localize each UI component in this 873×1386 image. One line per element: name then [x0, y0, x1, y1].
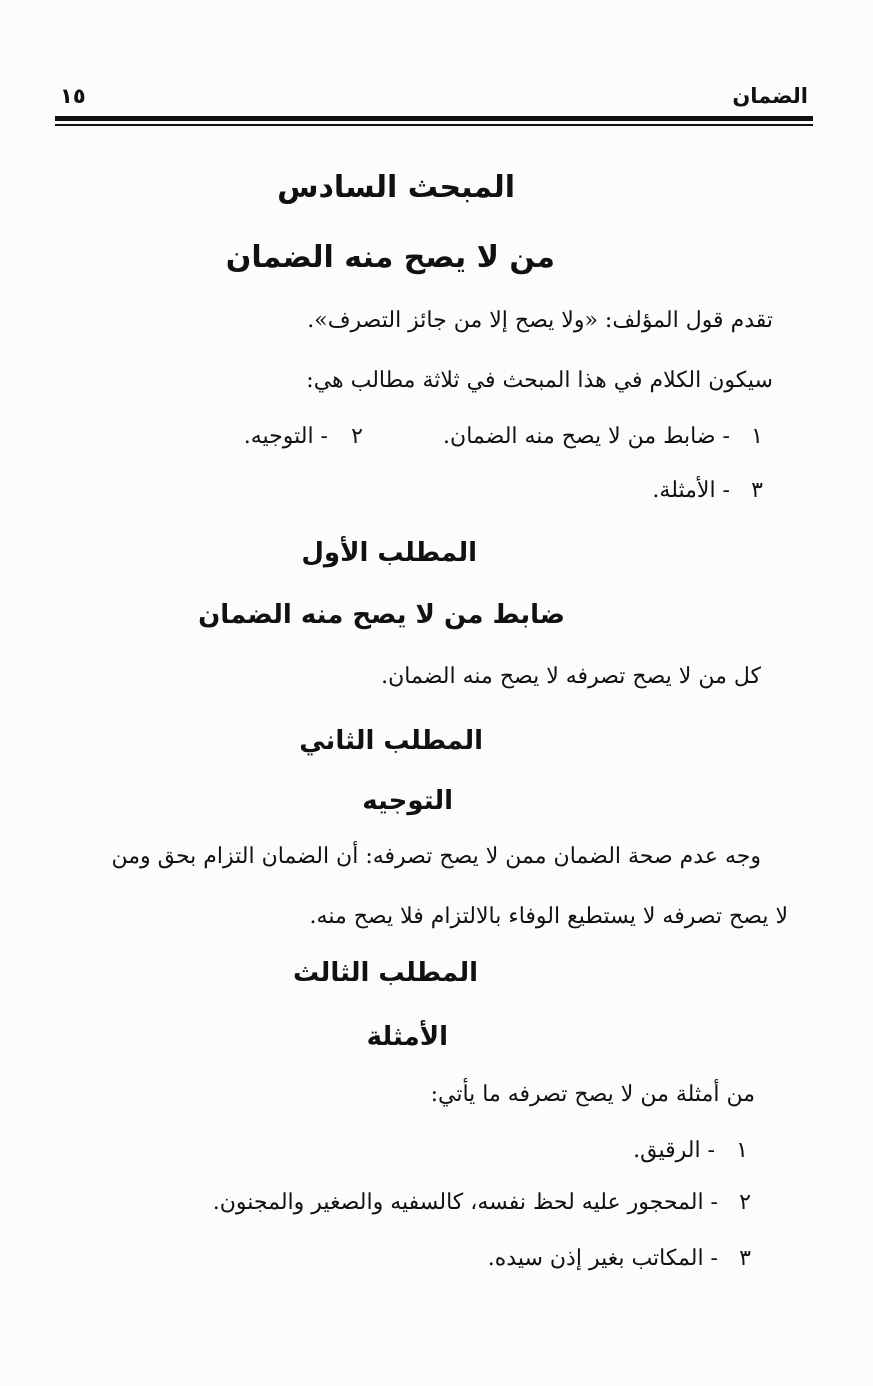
- part-1-subtitle: ضابط من لا يصح منه الضمان: [198, 600, 565, 630]
- plan-item-1-text: - ضابط من لا يصح منه الضمان.: [443, 424, 730, 449]
- page-number: ١٥: [60, 84, 86, 108]
- part-3-subtitle: الأمثلة: [366, 1022, 448, 1052]
- plan-item-2-text: - التوجيه.: [243, 424, 328, 449]
- example-2-number: ٢: [739, 1190, 751, 1215]
- intro-plan-line: سيكون الكلام في هذا المبحث في ثلاثة مطالب هي:: [306, 368, 773, 393]
- running-header-title: الضمان: [732, 84, 808, 108]
- section-title: المبحث السادس: [277, 170, 515, 205]
- header-rule-thick: [55, 116, 813, 121]
- plan-item-3-number: ٣: [751, 478, 763, 503]
- intro-quote-line: تقدم قول المؤلف: «ولا يصح إلا من جائز التصرف».: [307, 308, 773, 333]
- part-2-line-2: لا يصح تصرفه لا يستطيع الوفاء بالالتزام فلا يصح منه.: [309, 904, 788, 929]
- part-2-subtitle: التوجيه: [362, 786, 453, 816]
- plan-item-1-number: ١: [751, 424, 763, 449]
- example-1-number: ١: [736, 1138, 748, 1163]
- plan-item-2-number: ٢: [351, 424, 363, 449]
- part-1-text: كل من لا يصح تصرفه لا يصح منه الضمان.: [381, 664, 761, 689]
- part-1-title: المطلب الأول: [301, 538, 477, 568]
- example-3-number: ٣: [739, 1246, 751, 1271]
- plan-item-3-text: - الأمثلة.: [652, 478, 730, 503]
- example-2-text: - المحجور عليه لحظ نفسه، كالسفيه والصغير والمجنون.: [212, 1190, 718, 1215]
- section-subtitle: من لا يصح منه الضمان: [225, 240, 555, 275]
- part-2-title: المطلب الثاني: [299, 726, 483, 756]
- part-2-line-1: وجه عدم صحة الضمان ممن لا يصح تصرفه: أن الضمان التزام بحق ومن: [111, 844, 761, 869]
- header-rule-thin: [55, 124, 813, 126]
- part-3-title: المطلب الثالث: [293, 958, 478, 988]
- part-3-intro: من أمثلة من لا يصح تصرفه ما يأتي:: [430, 1082, 755, 1107]
- example-1-text: - الرقيق.: [633, 1138, 715, 1163]
- example-3-text: - المكاتب بغير إذن سيده.: [487, 1246, 718, 1271]
